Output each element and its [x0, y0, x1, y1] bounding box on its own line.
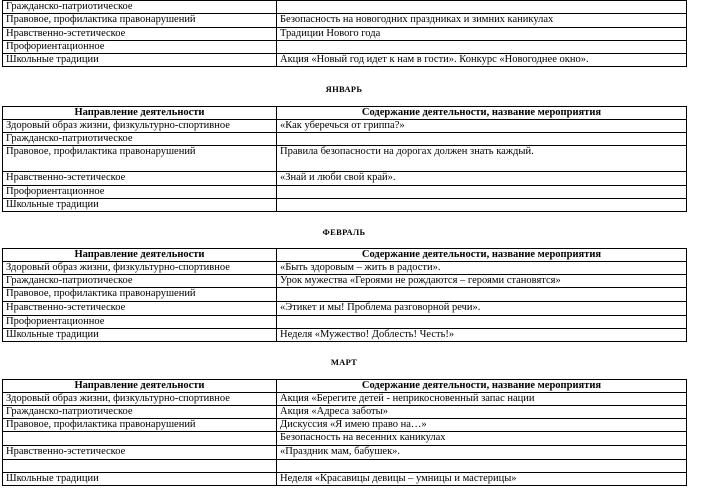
direction-cell: Гражданско-патриотическое [3, 406, 277, 419]
content-cell: «Этикет и мы! Проблема разговорной речи». [277, 302, 687, 316]
content-cell: Правила безопасности на дорогах должен знать каждый. [277, 146, 687, 172]
content-cell: Акция «Новый год идет к нам в гости». Конкурс «Новогоднее окно». [277, 54, 687, 67]
table-row [3, 275, 687, 288]
table-row [3, 288, 687, 302]
table-row [3, 302, 687, 316]
content-cell [277, 316, 687, 329]
month-title-march: МАРТ [330, 357, 358, 367]
direction-cell: Нравственно-эстетическое [3, 446, 277, 460]
direction-cell [3, 432, 277, 446]
content-cell [277, 133, 687, 146]
month-title-february: ФЕВРАЛЬ [322, 227, 366, 237]
content-cell [277, 186, 687, 199]
content-cell [277, 199, 687, 212]
content-cell [277, 288, 687, 302]
direction-cell: Гражданско-патриотическое [3, 133, 277, 146]
direction-cell: Школьные традиции [3, 199, 277, 212]
direction-cell [3, 460, 277, 473]
direction-cell: Здоровый образ жизни, физкультурно-спортивное [3, 120, 277, 133]
content-cell: «Быть здоровым – жить в радости». [277, 262, 687, 275]
direction-cell: Правовое, профилактика правонарушений [3, 146, 277, 172]
table-row [3, 460, 687, 473]
header-direction: Направление деятельности [3, 107, 277, 120]
table-row [3, 199, 687, 212]
content-cell [277, 41, 687, 54]
table-row [3, 473, 687, 486]
content-cell: Неделя «Мужество! Доблесть! Честь!» [277, 329, 687, 342]
content-cell [277, 460, 687, 473]
march-table [2, 379, 687, 486]
december-table [2, 0, 687, 67]
table-row [3, 1, 687, 14]
table-row [3, 446, 687, 460]
direction-cell: Гражданско-патриотическое [3, 275, 277, 288]
table-row [3, 146, 687, 172]
table-row [3, 41, 687, 54]
direction-cell: Здоровый образ жизни, физкультурно-спортивное [3, 393, 277, 406]
content-cell: Урок мужества «Героями не рождаются – героями становятся» [277, 275, 687, 288]
content-cell: Дискуссия «Я имею право на…» [277, 419, 687, 432]
direction-cell: Школьные традиции [3, 473, 277, 486]
content-cell: Безопасность на весенних каникулах [277, 432, 687, 446]
content-cell: «Знай и люби свой край». [277, 172, 687, 186]
table-row [3, 406, 687, 419]
direction-cell: Нравственно-эстетическое [3, 302, 277, 316]
content-cell: Безопасность на новогодних праздниках и зимних каникулах [277, 14, 687, 28]
direction-cell: Гражданско-патриотическое [3, 1, 277, 14]
header-direction: Направление деятельности [3, 249, 277, 262]
direction-cell: Правовое, профилактика правонарушений [3, 419, 277, 432]
table-row [3, 54, 687, 67]
header-content: Содержание деятельности, название мероприятия [277, 249, 687, 262]
content-cell [277, 1, 687, 14]
table-row [3, 262, 687, 275]
direction-cell: Профориентационное [3, 186, 277, 199]
direction-cell: Профориентационное [3, 41, 277, 54]
table-row [3, 120, 687, 133]
direction-cell: Правовое, профилактика правонарушений [3, 14, 277, 28]
header-content: Содержание деятельности, название мероприятия [277, 107, 687, 120]
content-cell: Традиции Нового года [277, 28, 687, 41]
table-row [3, 419, 687, 432]
header-direction: Направление деятельности [3, 380, 277, 393]
direction-cell: Здоровый образ жизни, физкультурно-спортивное [3, 262, 277, 275]
table-row [3, 329, 687, 342]
direction-cell: Профориентационное [3, 316, 277, 329]
table-row [3, 28, 687, 41]
february-table [2, 248, 687, 342]
direction-cell: Школьные традиции [3, 54, 277, 67]
table-row [3, 316, 687, 329]
content-cell: Неделя «Красавицы девицы – умницы и мастерицы» [277, 473, 687, 486]
table-header-row [3, 380, 687, 393]
content-cell: Акция «Берегите детей - неприкосновенный запас нации [277, 393, 687, 406]
direction-cell: Правовое, профилактика правонарушений [3, 288, 277, 302]
january-table [2, 106, 687, 212]
table-row [3, 186, 687, 199]
direction-cell: Нравственно-эстетическое [3, 172, 277, 186]
header-content: Содержание деятельности, название мероприятия [277, 380, 687, 393]
table-row [3, 393, 687, 406]
content-cell: «Праздник мам, бабушек». [277, 446, 687, 460]
direction-cell: Нравственно-эстетическое [3, 28, 277, 41]
content-cell: Акция «Адреса заботы» [277, 406, 687, 419]
content-cell: «Как уберечься от гриппа?» [277, 120, 687, 133]
month-title-january: ЯНВАРЬ [325, 84, 363, 94]
direction-cell: Школьные традиции [3, 329, 277, 342]
table-header-row [3, 249, 687, 262]
table-row [3, 14, 687, 28]
table-row [3, 432, 687, 446]
table-header-row [3, 107, 687, 120]
table-row [3, 133, 687, 146]
table-row [3, 172, 687, 186]
